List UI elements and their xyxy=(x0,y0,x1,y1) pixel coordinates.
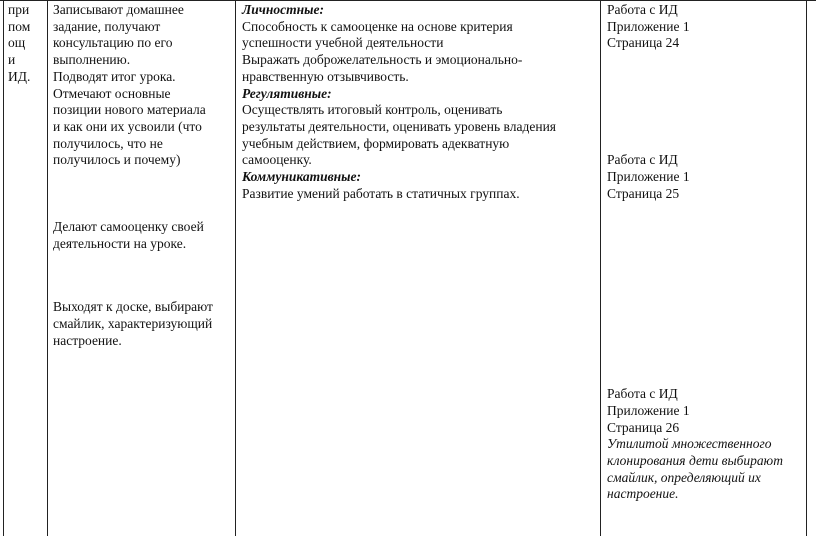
column-border xyxy=(47,0,48,536)
text-line: выполнению. xyxy=(53,52,131,68)
text-line: учебным действием, формировать адекватную xyxy=(242,135,510,151)
text-line: Развитие умений работать в статичных группах. xyxy=(242,185,520,201)
text-line: Отмечают основные xyxy=(53,85,171,101)
table-top-border xyxy=(0,0,816,1)
text-line: задание, получают xyxy=(53,18,161,34)
text-line: Приложение 1 xyxy=(607,402,690,418)
text-line: консультацию по его xyxy=(53,35,173,51)
text-line: Осуществлять итоговый контроль, оценивать xyxy=(242,102,503,118)
activity-block-3 xyxy=(53,299,233,349)
text-line: и как они их усвоили (что xyxy=(53,118,202,134)
text-line: пом xyxy=(8,18,31,34)
text-line: Страница 26 xyxy=(607,419,680,435)
communicative-heading: Коммуникативные: xyxy=(242,169,362,185)
text-line: нравственную отзывчивость. xyxy=(242,68,409,84)
text-line: Записывают домашнее xyxy=(53,2,184,17)
text-line: Утилитой множественного xyxy=(607,436,772,452)
text-line: Делают самооценку своей xyxy=(53,219,204,235)
cell-col1 xyxy=(8,2,46,86)
column-border xyxy=(235,0,236,536)
text-line: настроение. xyxy=(607,486,679,502)
text-line: настроение. xyxy=(53,332,122,348)
text-line: Страница 24 xyxy=(607,35,680,51)
column-border xyxy=(806,0,807,536)
text-line: смайлик, характеризующий xyxy=(53,316,213,332)
cell-learning-outcomes xyxy=(242,2,598,202)
text-line: Способность к самооценке на основе критерия xyxy=(242,18,513,34)
text-line: получилось, что не xyxy=(53,135,163,151)
text-line: самооценку. xyxy=(242,152,312,168)
text-line: Выражать доброжелательность и эмоционально- xyxy=(242,52,523,68)
text-line: Работа с ИД xyxy=(607,152,678,168)
resource-ref-1 xyxy=(607,2,805,52)
activity-block-1 xyxy=(53,2,233,169)
text-line: клонирования дети выбирают xyxy=(607,453,783,469)
text-line: ощ xyxy=(8,35,26,51)
personal-heading: Личностные: xyxy=(242,2,324,17)
text-line: Подводят итог урока. xyxy=(53,68,176,84)
text-line: Выходят к доске, выбирают xyxy=(53,299,213,315)
text-line: Приложение 1 xyxy=(607,168,690,184)
text-line: при xyxy=(8,2,30,17)
activity-block-2 xyxy=(53,219,233,252)
column-border xyxy=(3,0,4,536)
text-line: Работа с ИД xyxy=(607,386,678,402)
resource-ref-2 xyxy=(607,152,805,202)
text-line: Работа с ИД xyxy=(607,2,678,17)
text-line: деятельности на уроке. xyxy=(53,235,187,251)
text-line: позиции нового материала xyxy=(53,102,206,118)
text-line: смайлик, определяющий их xyxy=(607,469,761,485)
text-line: ИД. xyxy=(8,68,31,84)
column-border xyxy=(600,0,601,536)
cell-student-activity xyxy=(53,2,233,350)
resource-note xyxy=(607,436,805,503)
text-line: результаты деятельности, оценивать уровень владения xyxy=(242,118,557,134)
text-line: Приложение 1 xyxy=(607,18,690,34)
cell-resources xyxy=(607,2,805,503)
text-line: получилось и почему) xyxy=(53,152,181,168)
resource-ref-3 xyxy=(607,386,805,436)
regulative-heading: Регулятивные: xyxy=(242,85,332,101)
text-line: успешности учебной деятельности xyxy=(242,35,444,51)
text-line: Страница 25 xyxy=(607,185,680,201)
text-line: и xyxy=(8,52,16,68)
